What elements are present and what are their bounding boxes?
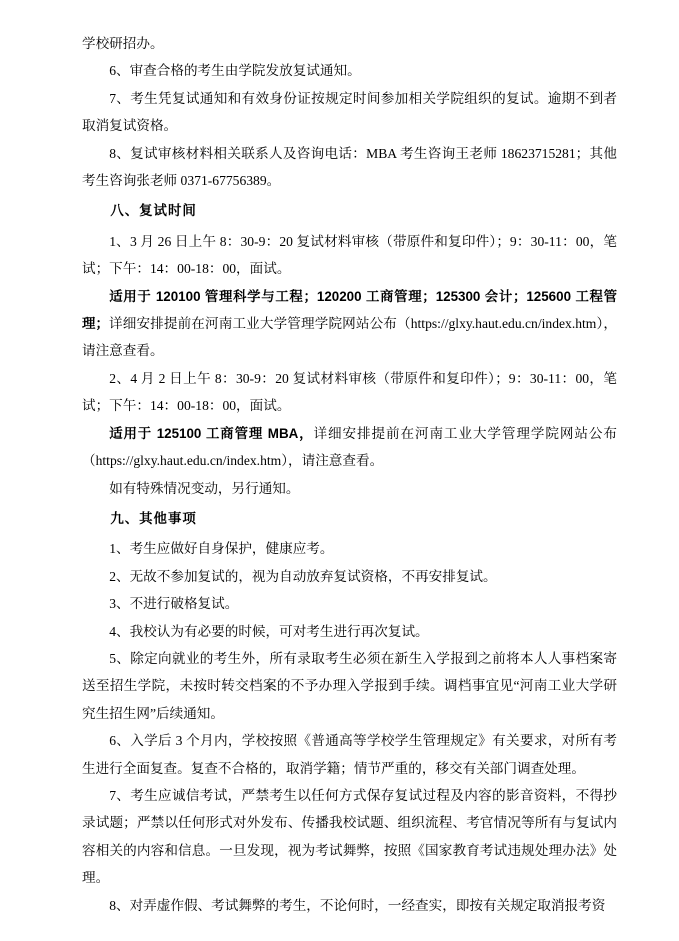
text-run: 7、考生凭复试通知和有效身份证按规定时间参加相关学院组织的复试。逾期不到者取消复试资格。 xyxy=(82,90,617,134)
text-run: 1、3 月 26 日上午 8：30-9：20 复试材料审核（带原件和复印件）；9：30-11：00，笔试；下午：14：00-18：00，面试。 xyxy=(82,233,617,277)
text-run: 详细安排提前在河南工业大学管理学院网站公布（https://glxy.haut.edu.cn/index.htm），请注意查看。 xyxy=(82,316,617,359)
text-run: 1、考生应做好自身保护，健康应考。 xyxy=(109,541,334,557)
text-run: 6、审查合格的考生由学院发放复试通知。 xyxy=(109,63,361,79)
text-run: 详细安排提前在河南工业大学管理学院网站公布（https://glxy.haut.edu.cn/index.htm），请注意查看。 xyxy=(82,425,617,469)
paragraph xyxy=(82,57,617,84)
paragraph xyxy=(82,782,617,892)
bold-text-run: 适用于 125100 工商管理 MBA， xyxy=(109,425,314,441)
paragraph xyxy=(82,475,617,502)
paragraph xyxy=(82,892,617,919)
text-run: 8、对弄虚作假、考试舞弊的考生，不论何时，一经查实，即按有关规定取消报考资 xyxy=(109,897,606,913)
paragraph xyxy=(82,365,617,420)
text-run: 7、考生应诚信考试，严禁考生以任何方式保存复试过程及内容的影音资料，不得抄录试题；严禁以任何形式对外发布、传播我校试题、组织流程、考官情况等所有与复试内容相关的内容和信息。一旦发现，视为考试舞弊，按照《国家教育考试违规处理办法》处理。 xyxy=(82,787,617,886)
paragraph xyxy=(82,420,617,475)
paragraph xyxy=(82,590,617,617)
bold-text-run: 九、其他事项 xyxy=(110,510,197,526)
text-run: 学校研招办。 xyxy=(82,36,164,51)
section-heading xyxy=(82,197,617,225)
text-run: 3、不进行破格复试。 xyxy=(109,596,239,612)
text-run: 如有特殊情况变动，另行通知。 xyxy=(109,480,300,496)
text-run: 5、除定向就业的考生外，所有录取考生必须在新生入学报到之前将本人人事档案寄送至招生学院，未按时转交档案的不予办理入学报到手续。调档事宜见“河南工业大学研究生招生网”后续通知。 xyxy=(82,650,617,721)
text-run: 4、我校认为有必要的时候，可对考生进行再次复试。 xyxy=(109,623,429,639)
paragraph xyxy=(82,85,617,140)
paragraph xyxy=(82,563,617,590)
paragraph xyxy=(82,727,617,782)
bold-text-run: 八、复试时间 xyxy=(110,203,197,219)
text-run: 2、4 月 2 日上午 8：30-9：20 复试材料审核（带原件和复印件）；9：30-11：00，笔试；下午：14：00-18：00，面试。 xyxy=(82,370,617,414)
paragraph xyxy=(82,645,617,727)
paragraph xyxy=(82,618,617,645)
paragraph xyxy=(82,140,617,195)
text-run: 6、入学后 3 个月内，学校按照《普通高等学校学生管理规定》有关要求，对所有考生进行全面复查。复查不合格的，取消学籍；情节严重的，移交有关部门调查处理。 xyxy=(82,733,617,776)
paragraph xyxy=(82,228,617,283)
section-heading xyxy=(82,505,617,533)
paragraph xyxy=(82,30,617,57)
paragraph xyxy=(82,535,617,562)
bold-text-run: 适用于 120100 管理科学与工程；120200 工商管理；125300 会计；125600 工程管理； xyxy=(82,288,617,332)
text-run: 2、无故不参加复试的，视为自动放弃复试资格，不再安排复试。 xyxy=(109,568,497,584)
document-body xyxy=(82,30,617,919)
paragraph xyxy=(82,283,617,365)
text-run: 8、复试审核材料相关联系人及咨询电话：MBA 考生咨询王老师 18623715281；其他考生咨询张老师 0371-67756389。 xyxy=(82,145,617,189)
